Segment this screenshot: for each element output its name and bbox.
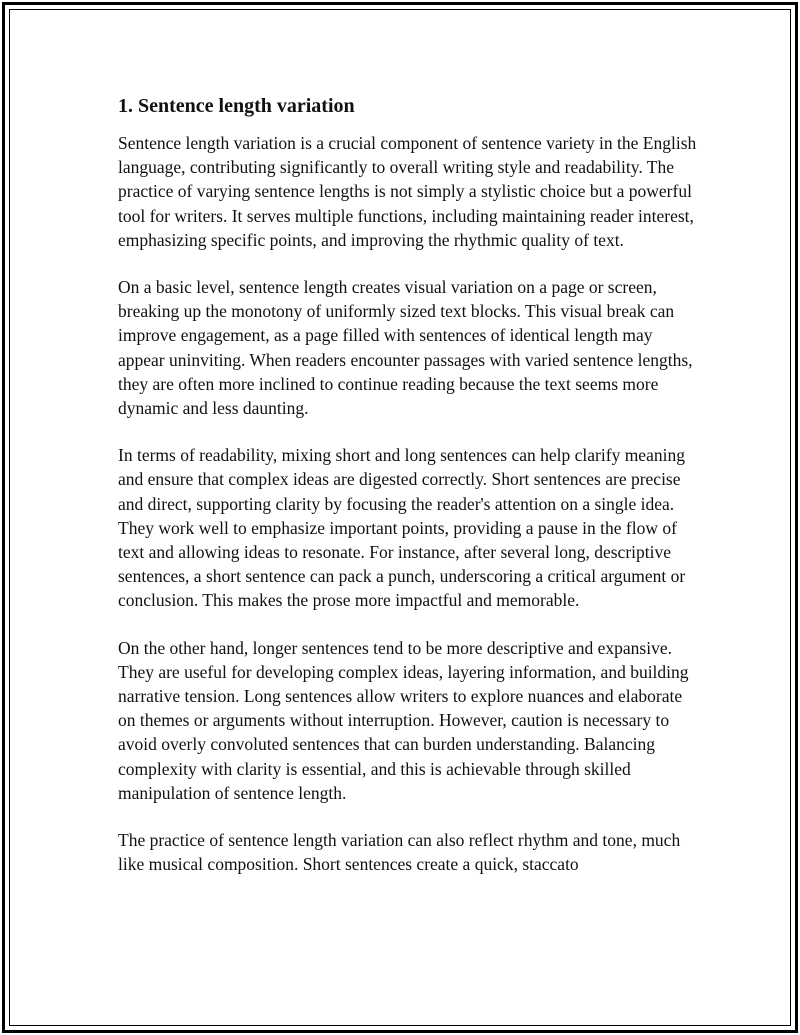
paragraph-4: On the other hand, longer sentences tend to be more descriptive and expansive. They are useful for developing complex ideas, layering information, and building narrative tension. Long sentences allow writers to explore nuances and elaborate on themes or arguments without interruption. However, caution is necessary to avoid overly convoluted sentences that can burden understanding. Balancing complexity with clarity is essential, and this is achievable through skilled manipulation of sentence length. [118,637,689,803]
paragraph-2: On a basic level, sentence length creates visual variation on a page or screen, breaking up the monotony of uniformly sized text blocks. This visual break can improve engagement, as a page filled with sentences of identical length may appear uninviting. When readers encounter passages with varied sentence lengths, they are often more inclined to continue reading because the text seems more dynamic and less daunting. [118,277,693,419]
paragraph-5: The practice of sentence length variation can also reflect rhythm and tone, much like musical composition. Short sentences create a quick, staccato [118,830,681,875]
paragraph-1: Sentence length variation is a crucial component of sentence variety in the English language, contributing significantly to overall writing style and readability. The practice of varying sentence lengths is not simply a stylistic choice but a powerful tool for writers. It serves multiple functions, including maintaining reader interest, emphasizing specific points, and improving the rhythmic quality of text. [118,133,697,250]
paragraph-3: In terms of readability, mixing short and long sentences can help clarify meaning and ensure that complex ideas are digested correctly. Short sentences are precise and direct, supporting clarity by focusing the reader's attention on a single idea. They work well to emphasize important points, providing a pause in the flow of text and allowing ideas to resonate. For instance, after several long, descriptive sentences, a short sentence can pack a punch, underscoring a critical argument or conclusion. This makes the prose more impactful and memorable. [118,445,686,611]
document-body [118,93,698,899]
section-heading: 1. Sentence length variation [118,95,355,117]
